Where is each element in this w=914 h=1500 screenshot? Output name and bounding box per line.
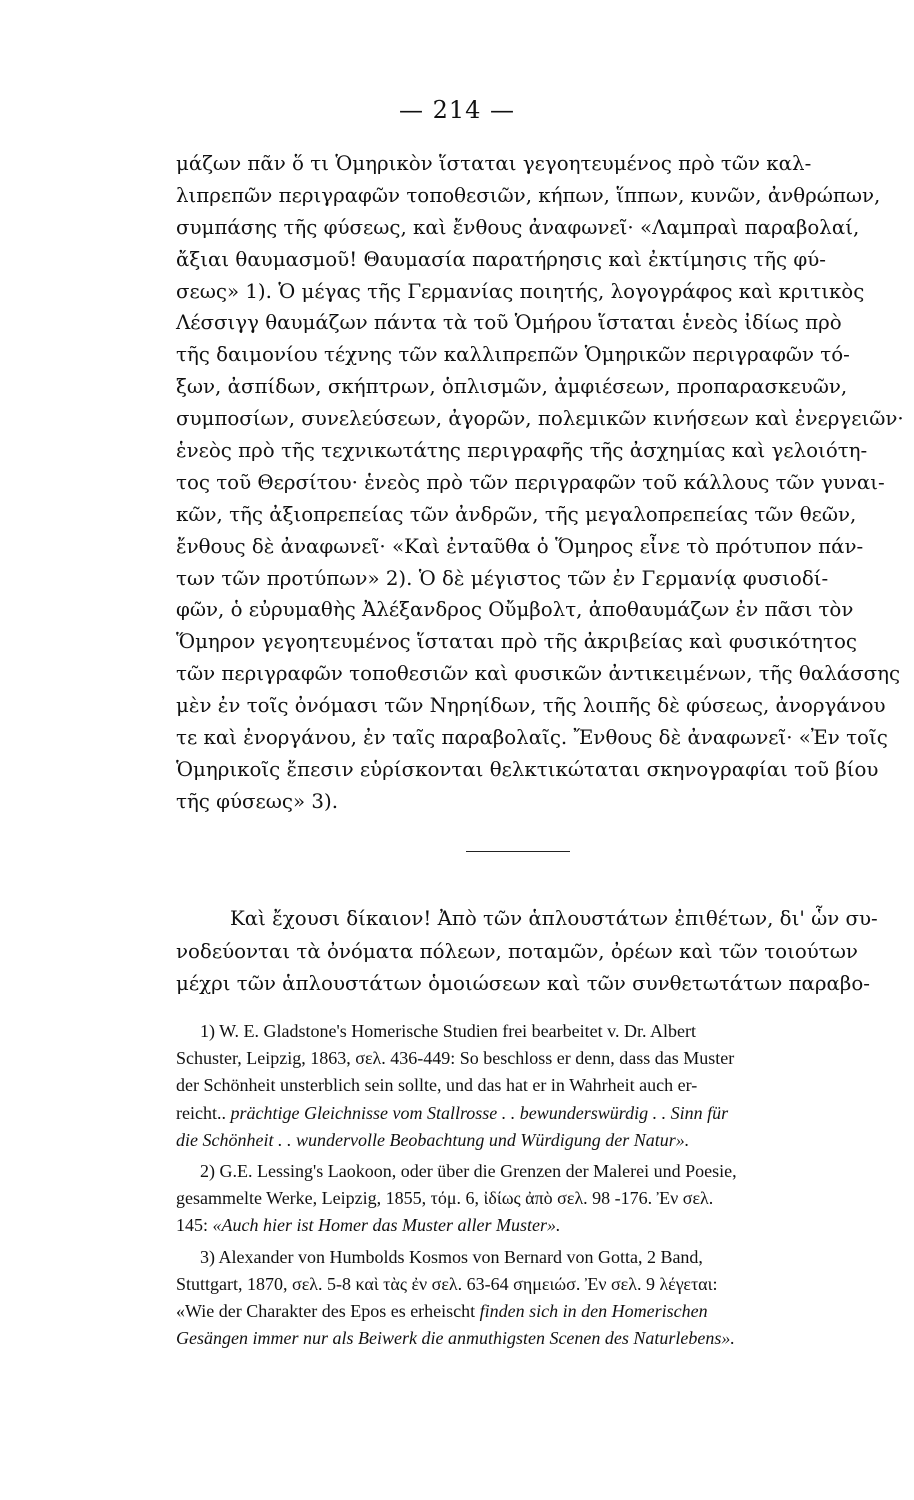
text-line: μέχρι τῶν ἁπλουστάτων ὁμοιώσεων καὶ τῶν συνθετωτάτων παραβο-	[176, 972, 870, 995]
footnote-2	[176, 1158, 878, 1240]
footnote-quote: die Schönheit . . wundervolle Beobachtung und Würdigung der Natur».	[176, 1129, 690, 1150]
footnote-text: 145:	[176, 1215, 209, 1236]
footnotes	[176, 1018, 878, 1352]
footnote-line: 3) Alexander von Humbolds Kosmos von Bernard von Gotta, 2 Band,	[200, 1246, 703, 1267]
footnote-line	[176, 1298, 878, 1325]
text-line: ἄξιαι θαυμασμοῦ! Θαυμασία παρατήρησις καὶ ἐκτίμησις τῆς φύ-	[176, 247, 826, 271]
text-line: τος τοῦ Θερσίτου· ἑνεὸς πρὸ τῶν περιγραφῶν τοῦ κάλλους τῶν γυναι-	[176, 470, 885, 494]
footnote-line: gesammelte Werke, Leipzig, 1855, τόμ. 6, ἰδίως ἀπὸ σελ. 98 -176. Ἐν σελ.	[176, 1188, 714, 1209]
footnote-line: 1) W. E. Gladstone's Homerische Studien frei bearbeitet v. Dr. Albert	[200, 1021, 696, 1041]
text-line: Λέσσιγγ θαυμάζων πάντα τὰ τοῦ Ὁμήρου ἵσταται ἑνεὸς ἰδίως πρὸ	[176, 311, 842, 335]
footnote-line	[176, 1212, 878, 1239]
section-divider	[466, 851, 570, 852]
text-line: φῶν, ὁ εὐρυμαθὴς Ἀλέξανδρος Οὔμβολτ, ἀποθαυμάζων ἐν πᾶσι τὸν	[176, 598, 854, 622]
text-line: νοδεύονται τὰ ὀνόματα πόλεων, ποταμῶν, ὀρέων καὶ τῶν τοιούτων	[176, 939, 858, 963]
text-line: σεως» 1). Ὁ μέγας τῆς Γερμανίας ποιητής, λογογράφος καὶ κριτικὸς	[176, 279, 865, 303]
text-line: τῆς φύσεως» 3).	[176, 789, 338, 813]
footnote-1	[176, 1018, 878, 1154]
text-line: ἔνθους δὲ ἀναφωνεῖ· «Καὶ ἐνταῦθα ὁ Ὅμηρος εἶνε τὸ πρότυπον πάν-	[176, 534, 864, 558]
footnote-text: «Wie der Charakter des Epos es erheischt	[176, 1300, 476, 1321]
text-line: τῆς δαιμονίου τέχνης τῶν καλλιπρεπῶν Ὁμηρικῶν περιγραφῶν τό-	[176, 343, 850, 367]
text-line: μάζων πᾶν ὅ τι Ὁμηρικὸν ἵσταται γεγοητευμένος πρὸ τῶν καλ-	[176, 152, 812, 175]
footnote-quote: finden sich in den Homerischen	[479, 1300, 708, 1321]
text-line: Ὅμηρον γεγοητευμένος ἵσταται πρὸ τῆς ἀκριβείας καὶ φυσικότητος	[176, 630, 857, 654]
text-line: κῶν, τῆς ἀξιοπρεπείας τῶν ἀνδρῶν, τῆς μεγαλοπρεπείας τῶν θεῶν,	[176, 502, 857, 526]
footnote-quote: «Auch hier ist Homer das Muster aller Muster».	[212, 1215, 561, 1236]
text-line: των τῶν προτύπων» 2). Ὁ δὲ μέγιστος τῶν ἐν Γερμανίᾳ φυσιοδί-	[176, 566, 829, 590]
footnote-quote: prächtige Gleichnisse vom Stallrosse . . bewunderswürdig . . Sinn für	[230, 1102, 729, 1123]
footnote-line	[176, 1100, 878, 1127]
text-line: μὲν ἐν τοῖς ὀνόμασι τῶν Νηρηίδων, τῆς λοιπῆς δὲ φύσεως, ἀνοργάνου	[176, 694, 886, 718]
text-line: τῶν περιγραφῶν τοποθεσιῶν καὶ φυσικῶν ἀντικειμένων, τῆς θαλάσσης	[176, 662, 901, 686]
main-paragraph	[176, 148, 904, 818]
text-line: ξων, ἀσπίδων, σκήπτρων, ὁπλισμῶν, ἀμφιέσεων, προπαρασκευῶν,	[176, 375, 848, 399]
text-line: συμποσίων, συνελεύσεων, ἀγορῶν, πολεμικῶν κινήσεων καὶ ἐνεργειῶν·	[176, 407, 904, 431]
text-line: συμπάσης τῆς φύσεως, καὶ ἔνθους ἀναφωνεῖ· «Λαμπραὶ παραβολαί,	[176, 215, 860, 239]
continuation-paragraph	[176, 903, 878, 1001]
text-line: ἑνεὸς πρὸ τῆς τεχνικωτάτης περιγραφῆς τῆς ἀσχημίας καὶ γελοιότη-	[176, 439, 868, 463]
footnote-line: der Schönheit unsterblich sein sollte, und das hat er in Wahrheit auch er-	[176, 1075, 698, 1096]
footnote-line: Stuttgart, 1870, σελ. 5-8 καὶ τὰς ἐν σελ. 63-64 σημειώσ. Ἐν σελ. 9 λέγεται:	[176, 1273, 718, 1294]
footnote-3	[176, 1244, 878, 1353]
text-line: λιπρεπῶν περιγραφῶν τοποθεσιῶν, κήπων, ἵππων, κυνῶν, ἀνθρώπων,	[176, 183, 881, 207]
footnote-quote: Gesängen immer nur als Beiwerk die anmuthigsten Scenen des Naturlebens».	[176, 1328, 735, 1349]
text-line: Καὶ ἔχουσι δίκαιον! Ἀπὸ τῶν ἁπλουστάτων ἐπιθέτων, δι' ὧν συ-	[230, 907, 878, 930]
footnote-line: 2) G.E. Lessing's Laokoon, oder über die Grenzen der Malerei und Poesie,	[200, 1160, 737, 1181]
footnote-text: reicht..	[176, 1102, 226, 1123]
page-number: — 214 —	[398, 96, 516, 124]
footnote-line: Schuster, Leipzig, 1863, σελ. 436-449: So beschloss er denn, dass das Muster	[176, 1048, 735, 1069]
text-line: τε καὶ ἐνοργάνου, ἐν ταῖς παραβολαῖς. Ἔνθους δὲ ἀναφωνεῖ· «Ἐν τοῖς	[176, 726, 888, 750]
text-line: Ὁμηρικοῖς ἔπεσιν εὑρίσκονται θελκτικώταται σκηνογραφίαι τοῦ βίου	[176, 757, 879, 781]
